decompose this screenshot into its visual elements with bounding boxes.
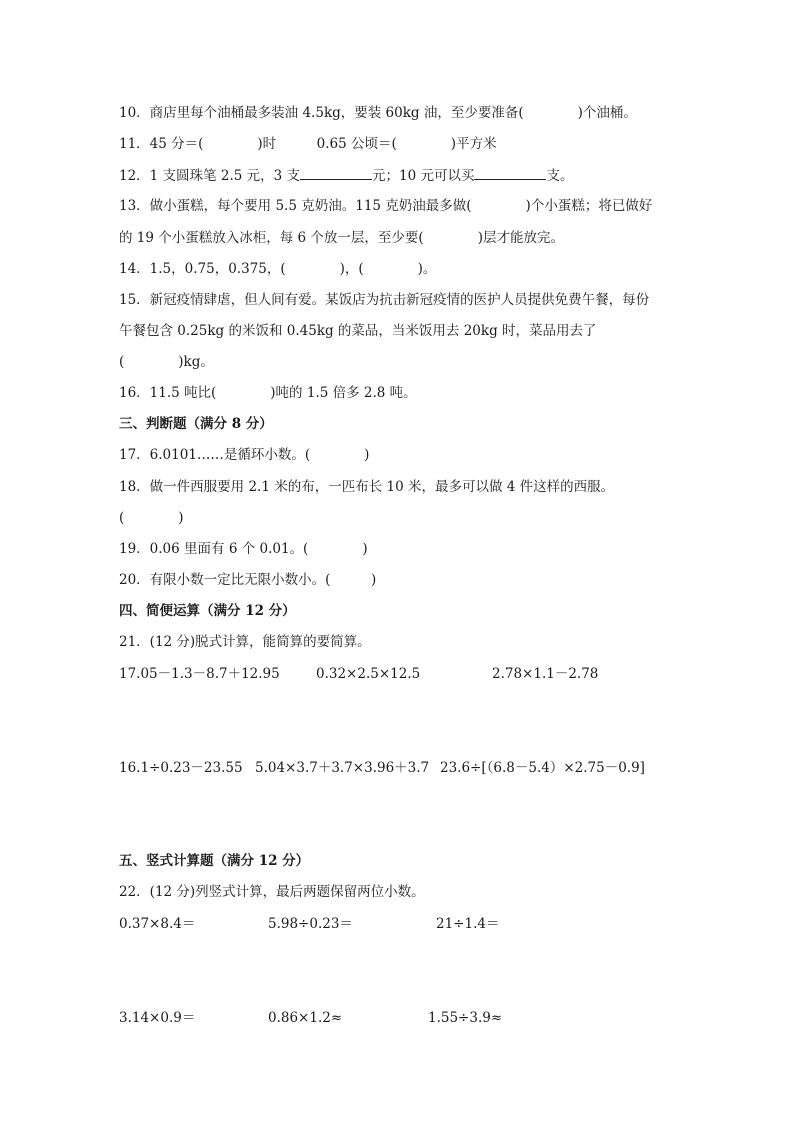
question-12 (119, 165, 573, 186)
calc-expression: 0.32×2.5×12.5 (316, 666, 421, 682)
question-12-part-b: 元；10 元可以买 (372, 168, 475, 184)
answer-blank[interactable] (300, 165, 372, 180)
vertical-calc-expression: 3.14×0.9＝ (119, 1010, 196, 1026)
question-15-line-2: 午餐包含 0.25kg 的米饭和 0.45kg 的菜品，当米饭用去 20kg 时，菜品用去了 (119, 323, 597, 339)
question-22: 22．(12 分)列竖式计算，最后两题保留两位小数。 (119, 884, 425, 900)
section-3-heading: 三、判断题（满分 8 分） (119, 416, 273, 432)
question-15-line-1: 15．新冠疫情肆虐，但人间有爱。某饭店为抗击新冠疫情的医护人员提供免费午餐，每份 (119, 292, 650, 308)
question-11: 11．45 分＝( )时 0.65 公顷＝( )平方米 (119, 136, 497, 152)
question-13-line-1: 13．做小蛋糕，每个要用 5.5 克奶油。115 克奶油最多做( )个小蛋糕；将已做好 (119, 198, 653, 214)
vertical-calc-expression: 1.55÷3.9≈ (428, 1010, 503, 1026)
vertical-calc-expression: 0.86×1.2≈ (268, 1010, 343, 1026)
calc-expression: 17.05－1.3－8.7＋12.95 (119, 666, 280, 682)
section-4-heading: 四、简便运算（满分 12 分） (119, 603, 296, 619)
question-14: 14．1.5，0.75，0.375，( )，( )。 (119, 261, 437, 277)
question-12-part-c: 支。 (546, 168, 574, 184)
vertical-calc-expression: 21÷1.4＝ (436, 916, 500, 932)
question-10: 10．商店里每个油桶最多装油 4.5kg，要装 60kg 油，至少要准备( )个油桶。 (119, 105, 637, 121)
question-12-part-a: 12．1 支圆珠笔 2.5 元，3 支 (119, 168, 300, 184)
question-21: 21．(12 分)脱式计算，能简算的要简算。 (119, 634, 371, 650)
calc-expression: 5.04×3.7＋3.7×3.96＋3.7 (255, 760, 430, 776)
vertical-calc-expression: 0.37×8.4＝ (119, 916, 196, 932)
vertical-calc-expression: 5.98÷0.23＝ (268, 916, 353, 932)
calc-expression: 23.6÷[（6.8－5.4）×2.75－0.9] (440, 760, 645, 776)
question-16: 16．11.5 吨比( )吨的 1.5 倍多 2.8 吨。 (119, 385, 417, 401)
question-18-line-1: 18．做一件西服要用 2.1 米的布，一匹布长 10 米，最多可以做 4 件这样的西服。 (119, 479, 615, 495)
calc-expression: 16.1÷0.23－23.55 (119, 760, 243, 776)
question-15-line-3: ( )kg。 (119, 354, 214, 370)
question-17: 17．6.0101……是循环小数。( ) (119, 447, 370, 463)
calc-expression: 2.78×1.1－2.78 (492, 666, 599, 682)
question-13-line-2: 的 19 个小蛋糕放入冰柜，每 6 个放一层，至少要( )层才能放完。 (119, 230, 564, 246)
question-20: 20．有限小数一定比无限小数小。( ) (119, 572, 377, 588)
question-18-line-2: ( ) (119, 510, 184, 526)
section-5-heading: 五、竖式计算题（满分 12 分） (119, 853, 310, 869)
answer-blank[interactable] (474, 165, 546, 180)
question-19: 19．0.06 里面有 6 个 0.01。( ) (119, 541, 368, 557)
